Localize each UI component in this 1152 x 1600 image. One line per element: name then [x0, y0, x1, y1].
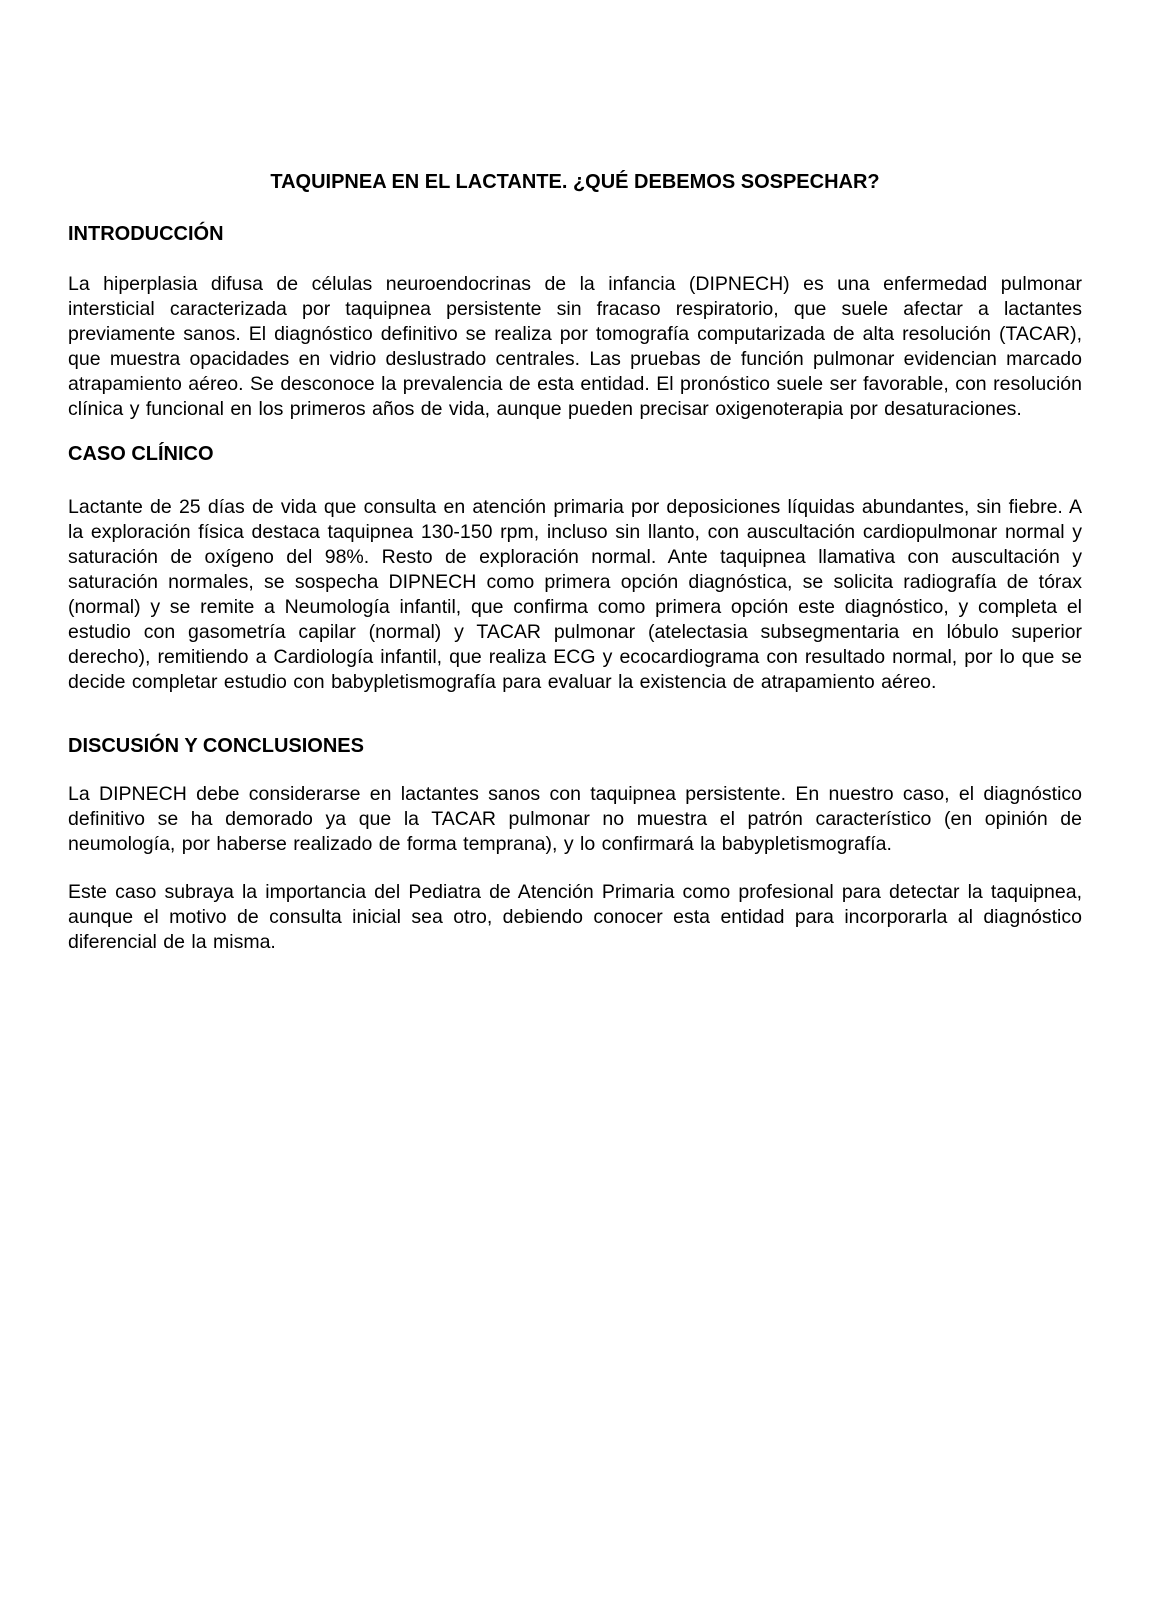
paragraph-discusion-1: La DIPNECH debe considerarse en lactantes sanos con taquipnea persistente. En nuestro caso, el diagnóstico definitivo se ha demorado ya que la TACAR pulmonar no muestra el patrón característico (en opinión de neumología, por haberse realizado de forma temprana), y lo confirmará la babypletismografía.: [68, 783, 1082, 855]
paragraph-caso-clinico-1: Lactante de 25 días de vida que consulta en atención primaria por deposiciones líquidas abundantes, sin fiebre. A la exploración física destaca taquipnea 130-150 rpm, incluso sin llanto, con auscultación cardiopulmonar normal y saturación de oxígeno del 98%. Resto de exploración normal. Ante taquipnea llamativa con auscultación y saturación normales, se sospecha DIPNECH como primera opción diagnóstica, se solicita radiografía de tórax (normal) y se remite a Neumología infantil, que confirma como primera opción este diagnóstico, y completa el estudio con gasometría capilar (normal) y TACAR pulmonar (atelectasia subsegmentaria en lóbulo superior derecho), remitiendo a Cardiología infantil, que realiza ECG y ecocardiograma con resultado normal, por lo que se decide completar estudio con babypletismografía para evaluar la existencia de atrapamiento aéreo.: [68, 496, 1082, 693]
section-heading-discusion-conclusiones: DISCUSIÓN Y CONCLUSIONES: [68, 735, 364, 757]
section-caso-clinico: [68, 442, 1082, 695]
section-introduccion: [68, 222, 1082, 422]
document-title: TAQUIPNEA EN EL LACTANTE. ¿QUÉ DEBEMOS SOSPECHAR?: [270, 171, 880, 193]
section-discusion-conclusiones: [68, 734, 1082, 955]
section-heading-caso-clinico: CASO CLÍNICO: [68, 443, 214, 465]
section-heading-introduccion: INTRODUCCIÓN: [68, 223, 224, 245]
paragraph-discusion-2: Este caso subraya la importancia del Pediatra de Atención Primaria como profesional para detectar la taquipnea, aunque el motivo de consulta inicial sea otro, debiendo conocer esta entidad para incorporarla al diagnóstico diferencial de la misma.: [68, 881, 1082, 953]
paragraph-introduccion-1: La hiperplasia difusa de células neuroendocrinas de la infancia (DIPNECH) es una enfermedad pulmonar intersticial caracterizada por taquipnea persistente sin fracaso respiratorio, que suele afectar a lactantes previamente sanos. El diagnóstico definitivo se realiza por tomografía computarizada de alta resolución (TACAR), que muestra opacidades en vidrio deslustrado centrales. Las pruebas de función pulmonar evidencian marcado atrapamiento aéreo. Se desconoce la prevalencia de esta entidad. El pronóstico suele ser favorable, con resolución clínica y funcional en los primeros años de vida, aunque pueden precisar oxigenoterapia por desaturaciones.: [68, 273, 1082, 420]
